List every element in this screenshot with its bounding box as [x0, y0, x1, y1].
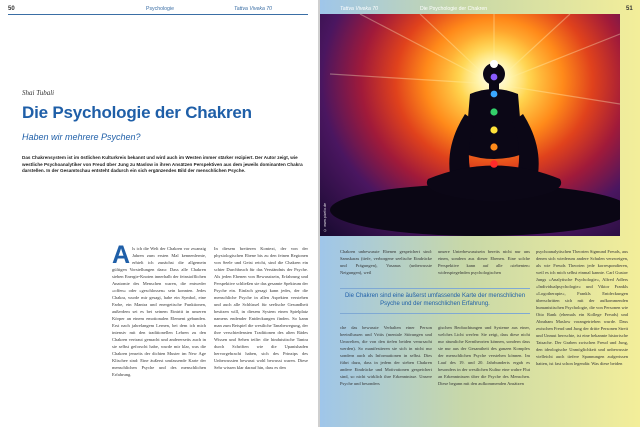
pullquote: Die Chakren sind eine äußerst umfassende Karte der menschlichen Psyche und der menschlichen Erfahrung. [344, 293, 526, 308]
meditation-silhouette-illustration [320, 14, 620, 236]
article-lead: Das Chakrensystem ist im östlichen Kulturkreis bekannt und wird auch im Westen immer stärker rezipiert. Der Autor zeigt, wie westliche Psychoanalytiker von Freud über Jung zu Maslow in ihren Ansätzen Perspektiven aus dem jeweils dominanten Chakra darstellen. In der Gesamtschau entsteht dadurch ein sich ergänzendes Bild der menschlichen Psyche. [22, 155, 303, 174]
header-magazine-left: Tattva Viveka 70 [234, 6, 273, 12]
pullquote-rule-top [340, 288, 530, 289]
photo-credit: © www.pixelio.de [323, 203, 327, 232]
drop-cap: A [112, 245, 131, 269]
header-rule-left [8, 14, 308, 15]
column-1-text: ls ich die Welt der Chakren vor zwanzig Jahren zum ersten Mal kennenlernte, erhielt ich zunächst die allgemein gültigen Vorstellungen dazu: Dass alle Chakren sieben Energie-Knoten innerhalb der feinstofflichen Anatomie des Menschen waren, die entweder »offen« oder »geschlossen« sein konnten. Jedes Chakra, wurde mir gesagt, habe ein Symbol, eine Farbe, ein Mantra und energetische Funktionen, außerdem sei es bei seinem Eintritt in unseren Körper an einem emotionalen Element gebunden. Erst nach jahrelangem Lernen, bei dem ich mich intensiv mit den traditionellen Lehren zu den Chakren vertraut gemacht und andererseits auch in sie selbst geforscht habe, wurde mir klar, was die Chakren jenseits der dichten Muster im New Age Klischee sind: Eine äußerst umfassende Karte der menschlichen Psyche und des menschlichen Erfahrung. [112, 246, 206, 377]
pullquote-rule-bottom [340, 313, 530, 314]
text-column-2: In diesem breiteren Kontext, der von der physiologischen Ebene bis zu den feinen Regionen von Seele und Geist reicht, sind die Chakren ein schier Durchbruch für das Verständnis der Psyche. Als jeden Ebenen von Bewusstsein, Erfahrung und Perspektive schließen sie das gesamte Spektrum der Psyche ein. Einfach gesagt kann jedes, der die menschliche Psyche in allen Aspekten verstehen und auch alle Schlüssel für seelische Gesundheit besitzen will, in diesem System einen Spielplatz namens endender Entdeckungen finden. So kann man zum Beispiel die westliche Tanzbewegung, der ihre verschiedensten Traditionen des alten Rädes Wissen und Sehen teilte: die hinduistische Tantra durch Schriften wie die Upanishaden hervorgebracht haben, sich des Prinzips des Unbewussten bewusst wohl bewusst waren. Diese Sehr wissen klar darauf hin, dass es den [214, 246, 308, 370]
right-column-1-top: Chakren unbewusste Ebenen gespeichert sind: Samskaras (tiefe, verborgene seelische Eindrücke und Prägungen), Vasanas (unbewusste Neigungen), weil [340, 249, 432, 275]
right-page [320, 0, 640, 427]
header-section-left: Psychologie [146, 6, 174, 12]
meditation-photo [320, 14, 620, 236]
article-author: Shai Tubali [22, 89, 55, 97]
header-section-right: Die Psychologie der Chakren [420, 6, 488, 12]
text-column-1 [112, 245, 206, 423]
right-column-1-bottom: che das bewusste Verhalten einer Person beeinflussen und Vritis (mentale Störungen und Umwelten, die von den tiefen beiden verursacht werden). So manifestieren sie sich in nicht nur sondern auch als Informationen in selbst. Dies führt dazu, dass in jedem der sieben Chakren andere Eindrücke und Motivationen gespeichert sind, so nicht wirklich ihre Erkenntnisse. Unsere Psyche und besonders [340, 325, 432, 386]
right-column-2-bottom: gischen Beobachtungen und Systeme aus einer, welches Licht werfen: Sie zeigt, dass diese nicht nur räumliche Kerntheorien können, sondern dass sie nur aus der Gesamtheit des ganzen Komplex der menschlichen Psyche verstehen können. Im Lauf des 19. und 20. Jahrhunderts ergab es besonders in der westlichen Kultur eine wahre Flut an Erkenntnissen über die Psyche des Menschen. Diese begann mit den aufkommenden Ansätzen [438, 325, 530, 386]
page-number-left: 50 [8, 6, 15, 12]
left-page [0, 0, 318, 427]
article-title: Die Psychologie der Chakren [22, 103, 252, 122]
article-subtitle: Haben wir mehrere Psychen? [22, 132, 141, 142]
page-number-right: 51 [626, 6, 633, 12]
right-column-2-top: unsere Unterbewusstsein bereits nicht nur uns einen, sondern aus dieser Ebenen. Eine solche Perspektive kann auf alle ›siebenten‹ widerspiegelnden psychologischen [438, 249, 530, 275]
header-magazine-right: Tattva Viveka 70 [340, 6, 379, 12]
right-column-3: psychoanalytischen Theorien Sigmund Freuds, aus denen sich wiederum andere Schulen verzweigen, als wie Freuds Theorien jede korrespondieren, weil es ich mich selbst einmal kannte. Carl Gustav Jungs »Analytische Psychologie«, Alfred Adlers »Individualpsychologie« und Viktor Frankls »Logotherapie«, Frankls Entdeckungen überschritten sich mit der aufkommenden humanistischen Psychologie, die von Personen wie Otto Rank (ehemals ein Kollege Freuds) und Abraham Maslow vorangetrieben wurde. Dass zwischen Freud und Jung der dritte Personen Streit und Unmut herrschte, ist eine bekannte historische Tatsache. Der Graben zwischen Freud und Jung, den ideologische Unmöglichkeit und unbewusste vielleicht auch tiefere Spannungen aufgerissen hatten, ist fast schon legendär. Was diese beiden [536, 249, 628, 366]
